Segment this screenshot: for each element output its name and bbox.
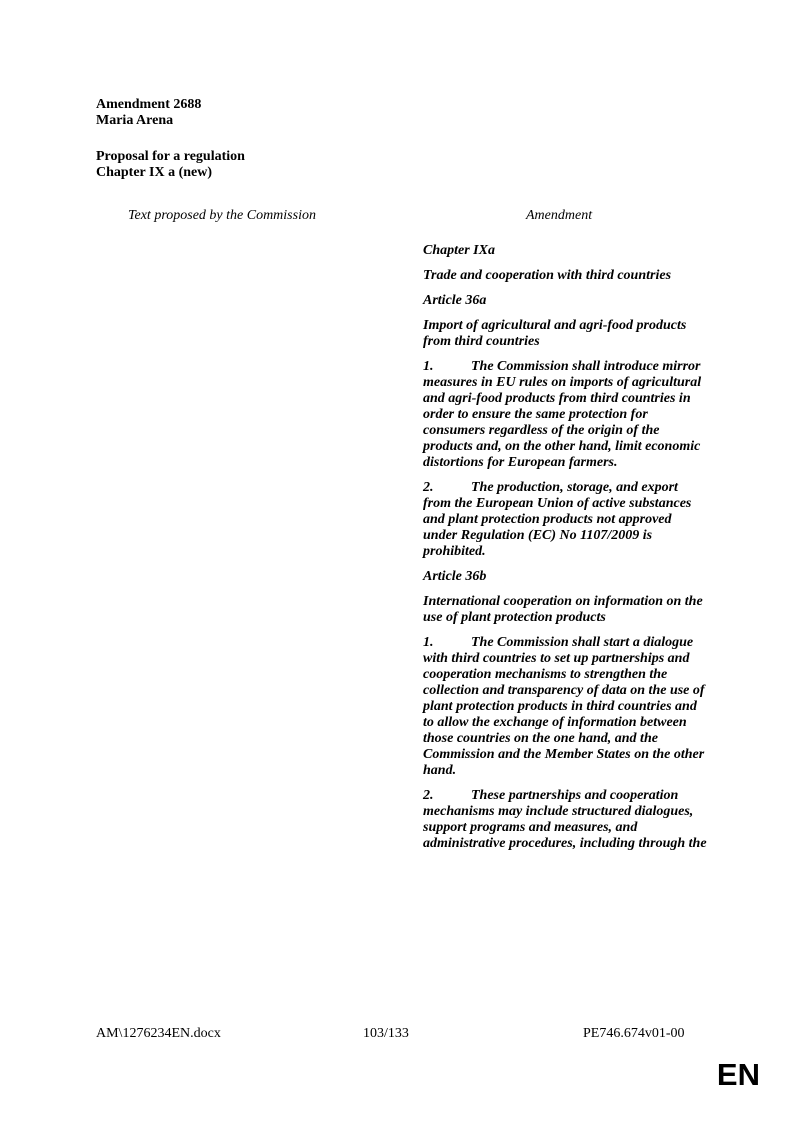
footer-pe-reference: PE746.674v01-00 bbox=[583, 1026, 685, 1041]
paragraph-number: 2. bbox=[423, 480, 434, 495]
paragraph-number: 2. bbox=[423, 788, 434, 803]
proposal-label: Proposal for a regulation bbox=[96, 149, 245, 164]
author-name: Maria Arena bbox=[96, 113, 174, 128]
footer-page-number: 103/133 bbox=[363, 1026, 409, 1041]
chapter-subtitle: Trade and cooperation with third countries bbox=[423, 268, 672, 283]
chapter-title: Chapter IXa bbox=[423, 243, 495, 258]
paragraph-number: 1. bbox=[423, 635, 434, 650]
article-36b-paragraph-1 bbox=[423, 635, 708, 779]
commission-text-heading: Text proposed by the Commission bbox=[128, 208, 316, 223]
paragraph-text: The Commission shall introduce mirror measures in EU rules on imports of agricultural and agri-food products from third countries in order to ensure the same protection for consumers regardless of the origin of the products and, on the other hand, limit economic distortions for European farmers. bbox=[423, 359, 702, 470]
amendment-header bbox=[96, 97, 245, 181]
article-36a-title: Import of agricultural and agri-food products from third countries bbox=[423, 318, 687, 349]
chapter-reference: Chapter IX a (new) bbox=[96, 165, 213, 180]
amendment-text-column bbox=[423, 243, 708, 861]
amendment-heading: Amendment bbox=[526, 208, 593, 223]
article-36b-heading: Article 36b bbox=[423, 569, 487, 584]
amendment-number: Amendment 2688 bbox=[96, 97, 202, 112]
paragraph-number: 1. bbox=[423, 359, 434, 374]
footer-document-reference: AM\1276234EN.docx bbox=[96, 1026, 221, 1041]
paragraph-text: These partnerships and cooperation mechanisms may include structured dialogues, support programs and measures, and administrative procedures, including through the bbox=[423, 788, 707, 851]
article-36b-paragraph-2 bbox=[423, 788, 708, 852]
paragraph-text: The production, storage, and export from the European Union of active substances and plant protection products not approved under Regulation (EC) No 1107/2009 is prohibited. bbox=[423, 480, 692, 559]
article-36a-heading: Article 36a bbox=[423, 293, 487, 308]
article-36a-paragraph-2 bbox=[423, 480, 708, 560]
article-36a-paragraph-1 bbox=[423, 359, 708, 471]
paragraph-text: The Commission shall start a dialogue with third countries to set up partnerships and cooperation mechanisms to strengthen the collection and transparency of data on the use of plant protection products in third countries and to allow the exchange of information between those countries on the one hand, and the Commission and the Member States on the other hand. bbox=[423, 635, 705, 778]
article-36b-title: International cooperation on information on the use of plant protection products bbox=[423, 594, 703, 625]
language-label: EN bbox=[716, 1057, 760, 1092]
